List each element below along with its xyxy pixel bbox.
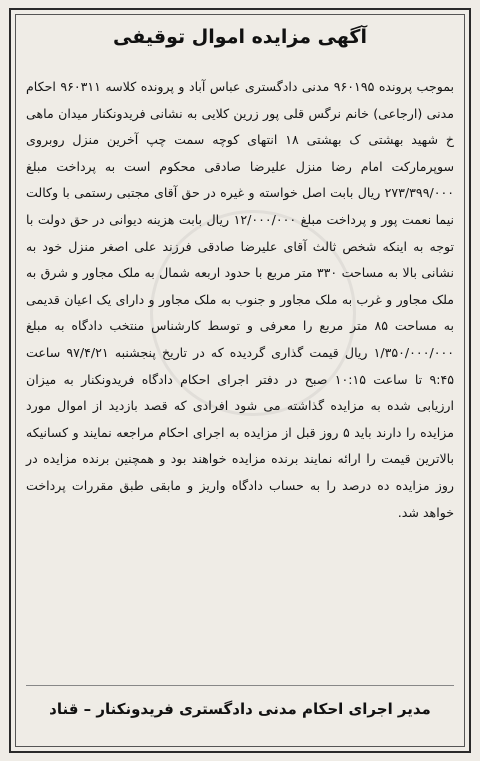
notice-signature: مدیر اجرای احکام مدنی دادگستری فریدونکنار – قناد [49, 700, 431, 718]
notice-title: آگهی مزایده اموال توقیفی [113, 26, 367, 48]
notice-body [26, 74, 454, 526]
signature-divider [26, 685, 454, 686]
notice-body-text: بموجب پرونده ۹۶۰۱۹۵ مدنی دادگستری عباس آباد و پرونده کلاسه ۹۶۰۳۱۱ احکام مدنی (ارجاعی) خانم نرگس قلی پور زرین کلایی به نشانی فریدونکنار میدان ماهی خ شهید بهشتی ک بهشتی ۱۸ انتهای کوچه سمت چپ آخرین منزل روبروی سوپرمارکت امام رضا منزل علیرضا صادقی محکوم است به پرداخت مبلغ ۲۷۳/۳۹۹/۰۰۰ ریال بابت اصل خواسته و غیره در حق آقای مجتبی رستمی با وکالت نیما نعمت پور و پرداخت مبلغ ۱۲/۰۰۰/۰۰۰ ریال بابت هزینه دیوانی در حق دولت با توجه به اینکه شخص ثالث آقای علیرضا صادقی فرزند علی اصغر منزل خود به نشانی بالا به مساحت ۳۳۰ متر مربع با حدود اربعه شمال به ملک مجاور و شرق به ملک مجاور و غرب به ملک مجاور و جنوب به ملک مجاور و دارای یک اعیان قدیمی به مساحت ۸۵ متر مربع را معرفی و توسط کارشناس منتخب دادگاه به مبلغ ۱/۳۵۰/۰۰۰/۰۰۰ ریال قیمت گذاری گردیده که در تاریخ پنجشنبه ۹۷/۴/۲۱ ساعت ۹:۴۵ تا ساعت ۱۰:۱۵ صبح در دفتر اجرای احکام دادگاه فریدونکنار به میزان ارزیابی شده به مزایده گذاشته می شود افرادی که قصد بازدید از اموال مورد مزایده را دارند باید ۵ روز قبل از مزایده به اجرای احکام مراجعه نمایند و کسانیکه بالاترین قیمت را ارائه نمایند برنده مزایده خواهند بود و همچنین برنده مزایده در روز مزایده ده درصد را به حساب دادگاه واریز و مابقی طبق مقررات پرداخت خواهد شد. [26, 79, 455, 520]
